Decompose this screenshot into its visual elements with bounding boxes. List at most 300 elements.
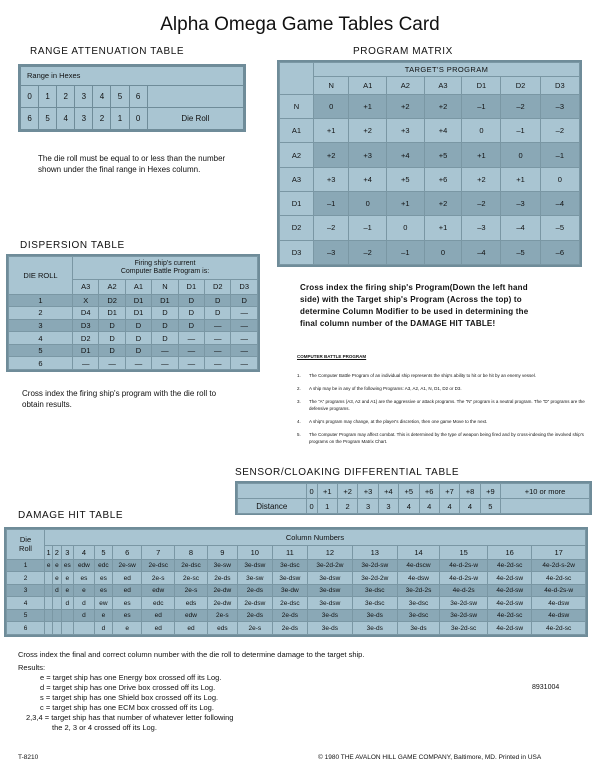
disp-roll-cell: 3 [9,319,73,332]
matrix-cell: 0 [314,94,349,118]
damage-cell: 4e-2d-sw [488,622,532,635]
range-hex-cell: 2 [57,85,75,107]
damage-cell: edc [94,559,112,572]
sensor-heading: SENSOR/CLOAKING DIFFERENTIAL TABLE [235,467,460,478]
damage-cell: edw [74,559,95,572]
disp-row [9,319,258,332]
sensor-top-cell: 0 [306,484,317,499]
matrix-cell: +1 [349,94,387,118]
damage-cell: 4e-2d-s-2w [532,559,586,572]
matrix-cell: –1 [314,191,349,215]
disp-cell: — [178,357,204,370]
damage-cell: 3e-ds [307,609,352,622]
sensor-top-cell: +7 [439,484,459,499]
disp-cell: D [152,332,178,345]
damage-col-header: 4 [74,545,95,559]
damage-cell: es [113,597,142,610]
damage-cell [45,609,53,622]
sensor-corner [238,484,307,499]
damage-cell [53,597,61,610]
matrix-row-label: A2 [280,143,314,167]
matrix-cell: 0 [349,191,387,215]
program-matrix-table [277,60,582,267]
damage-cell [53,609,61,622]
damage-cell: es [94,572,112,585]
sensor-bottom-cell [501,499,590,514]
damage-cell: 4e-2d-sw [488,584,532,597]
matrix-cell: 0 [387,216,425,240]
damage-row [7,609,586,622]
matrix-cell: +3 [387,119,425,143]
damage-col-header: 2 [53,545,61,559]
sensor-top-cell: +8 [460,484,480,499]
damage-cell: 3e-ds [397,622,440,635]
disp-col-header: D2 [205,279,231,294]
damage-cell: e [45,559,53,572]
disp-cell: D2 [73,332,99,345]
damage-cell: 2e-s [237,622,272,635]
disp-cell: D [205,294,231,307]
matrix-cell: +2 [349,119,387,143]
matrix-cell: –2 [314,216,349,240]
matrix-cell: –1 [501,119,540,143]
battle-item [297,398,587,412]
sensor-bottom-cell: 2 [337,499,357,514]
damage-cell: 3e-dsw [307,597,352,610]
damage-cell: 4e-dsw [397,572,440,585]
matrix-corner [280,63,314,95]
matrix-col-header: D1 [462,76,501,94]
range-roll-cell: 3 [75,107,93,129]
disp-cell: — [178,332,204,345]
matrix-row [280,191,580,215]
damage-cell: eds [175,597,208,610]
range-roll-cell: 6 [21,107,39,129]
damage-cell: e [61,572,74,585]
damage-cell [61,622,74,635]
disp-cell: D [99,319,125,332]
range-note: The die roll must be equal to or less than the number shown under the final range in Hexes column. [38,154,226,174]
damage-roll-cell: 3 [7,584,45,597]
damage-cell: 4e-d-2s-w [440,572,488,585]
damage-cell: d [74,597,95,610]
range-hex-cell: 0 [21,85,39,107]
damage-cell: 2e-ds [272,609,307,622]
damage-cell: 2e-dw [207,584,237,597]
damage-cell: es [113,609,142,622]
damage-cell: 2e-dsw [237,597,272,610]
damage-col-header: 10 [237,545,272,559]
range-col-header: Range in Hexes [21,67,244,86]
damage-cell: 2e-s [175,584,208,597]
damage-col-header: 6 [113,545,142,559]
range-hex-cell: 4 [93,85,111,107]
damage-col-header: 16 [488,545,532,559]
matrix-col-header: A3 [424,76,462,94]
sensor-bottom-cell: 4 [460,499,480,514]
damage-row [7,559,586,572]
damage-cell: 3e-2d-sw [440,597,488,610]
damage-cell: 4e-2d-sw [488,597,532,610]
matrix-cell: +3 [314,167,349,191]
matrix-cell: –2 [462,191,501,215]
battle-item-number: 2. [297,386,301,391]
matrix-cell: +2 [462,167,501,191]
damage-col-header: 8 [175,545,208,559]
results-title: Results: [18,663,46,672]
sensor-top-cell: +4 [378,484,398,499]
disp-cell: D3 [73,319,99,332]
damage-cell: 4e-dscw [397,559,440,572]
damage-col-header: 11 [272,545,307,559]
damage-cell: 2e-dsc [175,559,208,572]
result-line: e = target ship has one Energy box crossed off its Log. [40,673,222,682]
damage-cell: 4e-d-2s-w [532,584,586,597]
matrix-cell: +6 [424,167,462,191]
matrix-cell: +1 [387,191,425,215]
damage-cell: edc [142,597,175,610]
damage-die-label2: Roll [19,544,32,554]
battle-item [297,418,587,425]
range-table-heading: RANGE ATTENUATION TABLE [30,46,185,57]
disp-cell: — [125,357,151,370]
sensor-top-row [238,484,590,499]
range-roll-cell: 5 [39,107,57,129]
battle-item [297,385,587,392]
disp-die-roll-header: DIE ROLL [9,257,73,295]
matrix-cell: +2 [387,94,425,118]
damage-cell: e [53,572,61,585]
range-roll-cell: 2 [93,107,111,129]
page-title: Alpha Omega Game Tables Card [160,14,440,35]
battle-item-text: The Computer Battle Program of an individual ship represents the ship's ability to hit or be hit by an enemy vessel. [309,373,536,378]
damage-roll-cell: 6 [7,622,45,635]
damage-cell: ed [113,572,142,585]
damage-hit-table [4,527,588,637]
disp-row [9,332,258,345]
battle-item-text: The "A" programs (A3, A2 and A1) are the aggressive or attack programs. The "N" program is a neutral program. The "D" programs are the defensive programs. [309,399,585,411]
dispersion-note: Cross index the firing ship's program with the die roll to obtain results. [22,389,217,409]
disp-col-header: N [152,279,178,294]
battle-item-text: A ship may be in any of the following Programs: A3, A2, A1, N, D1, D2 or D3. [309,386,462,391]
disp-cell: — [205,344,231,357]
damage-cell: 2e-dsc [272,597,307,610]
disp-cell: D [125,332,151,345]
damage-cell: 3e-dsw [307,584,352,597]
damage-cell: e [74,584,95,597]
damage-row [7,584,586,597]
damage-cell: 2e-ds [237,584,272,597]
disp-cell: — [178,344,204,357]
damage-die-header [7,530,45,560]
damage-cell: ed [142,609,175,622]
damage-cell: 4e-dsw [532,609,586,622]
damage-cell: 2e-ds [272,622,307,635]
damage-cell: 3e-dw [272,584,307,597]
damage-cell: d [74,609,95,622]
matrix-row-label: N [280,94,314,118]
disp-cell: D [125,344,151,357]
matrix-cell: +2 [424,191,462,215]
damage-cell: 2e-sc [175,572,208,585]
damage-col-header: 15 [440,545,488,559]
disp-cell: — [231,344,258,357]
damage-col-header: 14 [397,545,440,559]
damage-cell: ed [175,622,208,635]
damage-cell: 2e-sw [113,559,142,572]
damage-cell: eds [207,622,237,635]
matrix-target-header: TARGET'S PROGRAM [314,63,580,77]
damage-cell: e [53,559,61,572]
damage-cell: 4e-2d-sw [488,572,532,585]
battle-item-text: A ship's program may change, at the player's discretion, then one game Move to the next. [309,419,488,424]
matrix-cell: 0 [501,143,540,167]
damage-cell: 2e-ds [237,609,272,622]
damage-roll-cell: 4 [7,597,45,610]
damage-heading: DAMAGE HIT TABLE [18,510,124,521]
disp-cell: D [178,307,204,320]
damage-cell: 2e-dw [207,597,237,610]
damage-cell: d [61,597,74,610]
sensor-top-cell: +9 [480,484,500,499]
matrix-col-header: A2 [387,76,425,94]
damage-cell: 3e-dsc [352,597,397,610]
damage-cell: 2e-s [207,609,237,622]
battle-item-number: 4. [297,419,301,424]
range-roll-cell: 1 [111,107,129,129]
matrix-cell: –3 [462,216,501,240]
sensor-bottom-cell: 3 [358,499,378,514]
matrix-cell: –1 [540,143,579,167]
damage-cell: 2e-dsc [142,559,175,572]
disp-cell: — [99,357,125,370]
disp-roll-cell: 4 [9,332,73,345]
disp-cell: D1 [125,294,151,307]
sensor-bottom-cell: 4 [419,499,439,514]
disp-col-header: D3 [231,279,258,294]
sensor-bottom-cell: 0 [306,499,317,514]
matrix-cell: +5 [387,167,425,191]
card-code: 8931004 [532,684,560,691]
disp-cell: D2 [99,294,125,307]
damage-cell: 3e-dsc [352,584,397,597]
damage-cell: 3e-dsc [272,559,307,572]
matrix-heading: PROGRAM MATRIX [353,46,453,57]
result-line: the 2, 3 or 4 crossed off its Log. [52,723,157,732]
battle-item-number: 3. [297,399,301,404]
damage-cell: d [53,584,61,597]
footer-right: © 1980 THE AVALON HILL GAME COMPANY, Baltimore, MD. Printed in USA [318,754,542,761]
disp-cell: — [205,332,231,345]
disp-row [9,307,258,320]
disp-row [9,344,258,357]
disp-row [9,294,258,307]
matrix-cell: –3 [501,191,540,215]
disp-cell: D [99,332,125,345]
damage-cell: 3e-ds [352,609,397,622]
matrix-col-header: A1 [349,76,387,94]
disp-header [73,257,258,280]
disp-cell: X [73,294,99,307]
damage-cell: 3e-ds [352,622,397,635]
matrix-row-label: D2 [280,216,314,240]
damage-cell: e [94,609,112,622]
range-hex-cell: 1 [39,85,57,107]
range-attenuation-table [18,64,246,132]
range-hex-row [21,85,244,107]
sensor-top-cell: +3 [358,484,378,499]
disp-cell: D4 [73,307,99,320]
damage-cell: 4e-2d-sc [532,572,586,585]
matrix-cell: –4 [501,216,540,240]
damage-col-header: 17 [532,545,586,559]
disp-cell: D [125,319,151,332]
sensor-bottom-row [238,499,590,514]
damage-col-header: 3 [61,545,74,559]
range-hex-cell: 6 [129,85,147,107]
matrix-cell: –1 [387,240,425,264]
range-hex-cell: 3 [75,85,93,107]
disp-cell: — [231,307,258,320]
range-roll-row [21,107,244,129]
damage-col-header: 5 [94,545,112,559]
damage-cell [53,622,61,635]
damage-cell: ew [94,597,112,610]
battle-program-list [297,372,587,451]
damage-cell: 3e-2d-2w [307,559,352,572]
disp-cell: D [205,307,231,320]
sensor-table [235,481,592,515]
matrix-row [280,240,580,264]
range-roll-cell: 4 [57,107,75,129]
damage-cell: 4e-d-2s-w [440,559,488,572]
matrix-cell: –5 [501,240,540,264]
matrix-cell: +4 [424,119,462,143]
matrix-col-row [280,76,580,94]
damage-col-header: 12 [307,545,352,559]
battle-item [297,372,587,379]
damage-roll-cell: 5 [7,609,45,622]
damage-col-header: 1 [45,545,53,559]
matrix-cell: 0 [424,240,462,264]
damage-cell: 3e-2d-sc [440,622,488,635]
damage-cell: 4e-2d-sc [488,609,532,622]
result-line: c = target ship has one ECM box crossed off its Log. [40,703,214,712]
matrix-row-label: D1 [280,191,314,215]
matrix-cell: +1 [462,143,501,167]
damage-cell: e [113,622,142,635]
matrix-row-label: D3 [280,240,314,264]
disp-cell: D1 [99,307,125,320]
damage-roll-cell: 2 [7,572,45,585]
matrix-cell: –4 [462,240,501,264]
disp-cell: D [152,319,178,332]
battle-item [297,431,587,445]
disp-roll-cell: 6 [9,357,73,370]
damage-cell: 3e-dsw [307,572,352,585]
footer-left: T-8210 [18,754,39,761]
range-roll-label: Die Roll [147,107,243,129]
sensor-bottom-cell: 3 [378,499,398,514]
disp-roll-cell: 1 [9,294,73,307]
damage-row [7,597,586,610]
disp-cell: — [205,319,231,332]
disp-cell: — [152,344,178,357]
matrix-cell: +5 [424,143,462,167]
disp-roll-cell: 5 [9,344,73,357]
result-line: d = target ship has one Drive box crossed off its Log. [40,683,216,692]
damage-col-header: 7 [142,545,175,559]
damage-col-numbers-label: Column Numbers [45,530,586,546]
sensor-bottom-cell: 1 [317,499,337,514]
damage-cell: e [61,584,74,597]
sensor-top-cell: +5 [399,484,419,499]
damage-note: Cross index the final and correct column number with the die roll to determine damage to the target ship. [18,650,365,659]
damage-cell: 3e-2d-sw [440,609,488,622]
damage-col-header: 9 [207,545,237,559]
damage-cell: 4e-dsw [532,597,586,610]
matrix-cell: –1 [462,94,501,118]
matrix-cell: +1 [424,216,462,240]
damage-row [7,622,586,635]
battle-item-number: 5. [297,432,301,437]
matrix-cell: 0 [462,119,501,143]
damage-col-row [7,545,586,559]
battle-program-title: COMPUTER BATTLE PROGRAM [297,354,367,359]
matrix-col-header: D2 [501,76,540,94]
sensor-bottom-cell: 4 [399,499,419,514]
disp-col-header: D1 [178,279,204,294]
disp-cell: D [231,294,258,307]
matrix-cell: +2 [424,94,462,118]
damage-cell [45,584,53,597]
matrix-cell: –3 [314,240,349,264]
matrix-cell: –6 [540,240,579,264]
sensor-top-cell: +2 [337,484,357,499]
damage-cell [45,622,53,635]
disp-cell: D [99,344,125,357]
sensor-bottom-cell: 5 [480,499,500,514]
disp-cell: — [231,357,258,370]
damage-cell: 3e-dsc [397,609,440,622]
damage-cell: es [74,572,95,585]
disp-cell: D [178,294,204,307]
damage-cell: ed [142,622,175,635]
sensor-bottom-cell: 4 [439,499,459,514]
sensor-top-cell: +1 [317,484,337,499]
damage-cell: es [94,584,112,597]
matrix-cell: –1 [349,216,387,240]
matrix-col-header: D3 [540,76,579,94]
matrix-cell: –2 [349,240,387,264]
disp-roll-cell: 2 [9,307,73,320]
sensor-label: Distance [238,499,307,514]
disp-cell: — [231,332,258,345]
disp-cell: D1 [73,344,99,357]
dispersion-table [6,254,260,372]
matrix-cell: +3 [349,143,387,167]
damage-cell [74,622,95,635]
result-line: 2,3,4 = target ship has that number of whatever letter following [26,713,234,722]
damage-cell [61,609,74,622]
damage-cell: 3e-sw [237,572,272,585]
matrix-note: Cross index the firing ship's Program(Down the left hand side) with the Target ship's Program (Across the top) to determine Column Modifier to be used in determining the final column number of the DAMAGE HIT TABLE! [300,283,529,328]
range-hex-cell: 5 [111,85,129,107]
matrix-row [280,216,580,240]
matrix-cell: +1 [314,119,349,143]
disp-header-line2: Computer Battle Program is: [120,267,210,275]
disp-col-header: A1 [125,279,151,294]
